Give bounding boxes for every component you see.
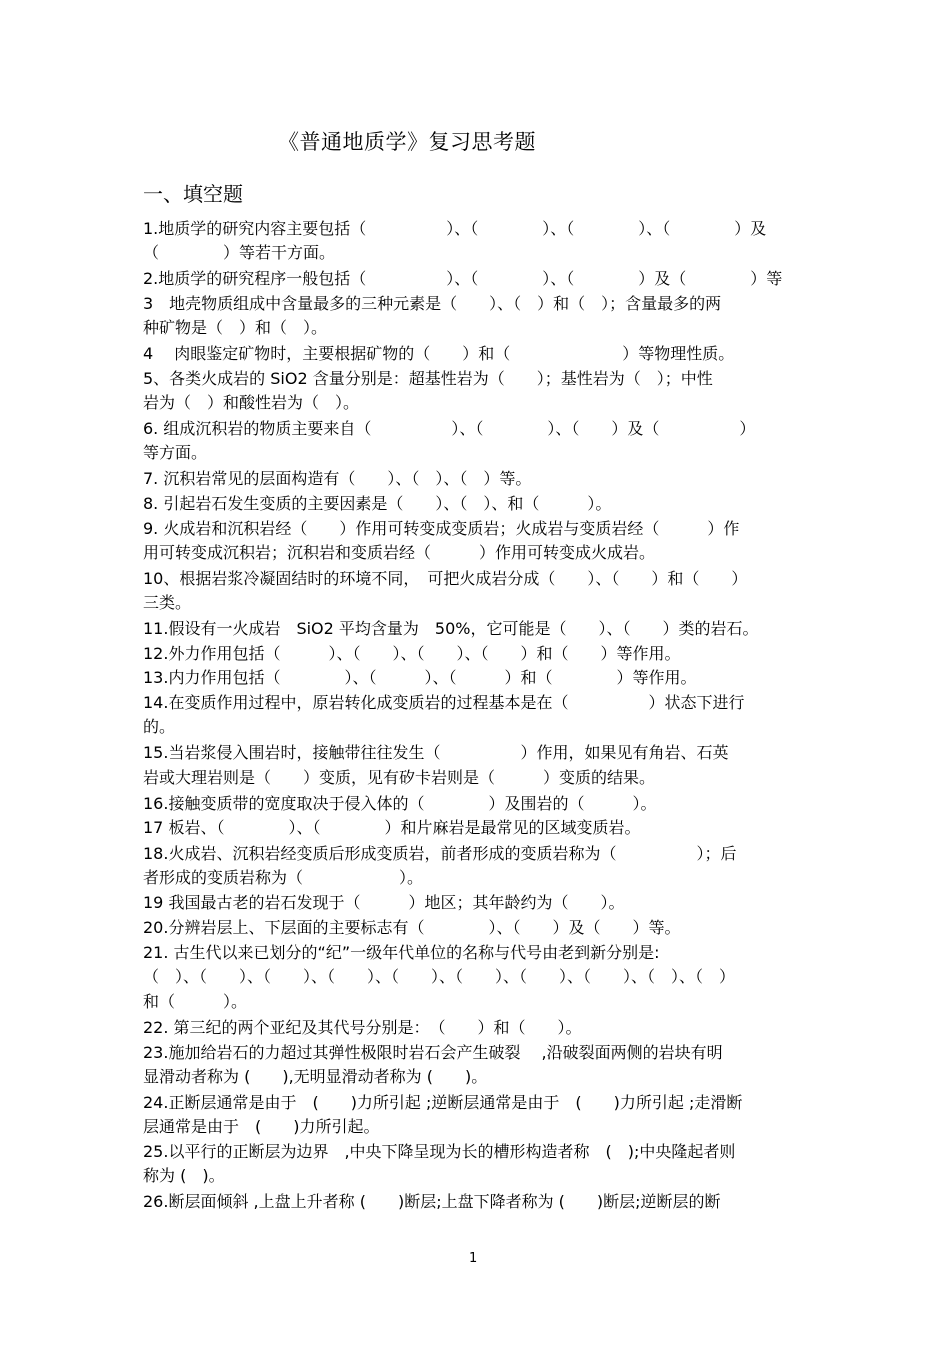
page-title: 《普通地质学》复习思考题 <box>278 130 536 154</box>
text-line: 岩为（ ）和酸性岩为（ ）。 <box>143 393 360 412</box>
text-line: 23.施加给岩石的力超过其弹性极限时岩石会产生破裂 ,沿破裂面两侧的岩块有明 <box>143 1043 723 1062</box>
text-line: 用可转变成沉积岩；沉积岩和变质岩经（ ）作用可转变成火成岩。 <box>143 543 656 562</box>
text-line: 19 我国最古老的岩石发现于（ ）地区；其年龄约为（ ）。 <box>143 893 625 912</box>
text-line: 层通常是由于 ( )力所引起。 <box>143 1117 380 1136</box>
text-line: （ ）、（ ）、（ ）、（ ）、（ ）、（ ）、（ ）、（ ）、（ ）、（ ） <box>143 967 736 986</box>
text-line: 6. 组成沉积岩的物质主要来自（ ）、（ ）、（ ）及（ ） <box>143 419 756 438</box>
text-line: 17 板岩、（ ）、（ ）和片麻岩是最常见的区域变质岩。 <box>143 818 641 837</box>
page-number: 1 <box>469 1251 478 1266</box>
text-line: 25.以平行的正断层为边界 ,中央下降呈现为长的槽形构造者称 ( );中央隆起者则 <box>143 1142 736 1161</box>
text-line: 24.正断层通常是由于 ( )力所引起 ;逆断层通常是由于 ( )力所引起 ;走滑断 <box>143 1093 743 1112</box>
text-line: 称为 ( )。 <box>143 1166 225 1185</box>
text-line: 10、根据岩浆冷凝固结时的环境不同， 可把火成岩分成（ ）、（ ）和（ ） <box>143 569 748 588</box>
text-line: 岩或大理岩则是（ ）变质，见有矽卡岩则是（ ）变质的结果。 <box>143 768 656 787</box>
text-line: 15.当岩浆侵入围岩时，接触带往往发生（ ）作用，如果见有角岩、石英 <box>143 743 729 762</box>
text-line: 3 地壳物质组成中含量最多的三种元素是（ ）、（ ）和（ ）；含量最多的两 <box>143 294 722 313</box>
text-line: 显滑动者称为 ( ),无明显滑动者称为 ( )。 <box>143 1067 488 1086</box>
text-line: 7. 沉积岩常见的层面构造有（ ）、（ ）、（ ）等。 <box>143 469 532 488</box>
text-line: 12.外力作用包括（ ）、（ ）、（ ）、（ ）和（ ）等作用。 <box>143 644 681 663</box>
text-line: 26.断层面倾斜 ,上盘上升者称 ( )断层;上盘下降者称为 ( )断层;逆断层的断 <box>143 1192 721 1211</box>
text-line: 21. 古生代以来已划分的“纪”一级年代单位的名称与代号由老到新分别是: <box>143 943 660 962</box>
text-line: 9. 火成岩和沉积岩经（ ）作用可转变成变质岩；火成岩与变质岩经（ ）作 <box>143 519 740 538</box>
text-line: 4 肉眼鉴定矿物时，主要根据矿物的（ ）和（ ）等物理性质。 <box>143 344 735 363</box>
text-line: 1.地质学的研究内容主要包括（ ）、（ ）、（ ）、（ ）及 <box>143 219 767 238</box>
text-line: 和（ ）。 <box>143 992 248 1011</box>
text-line: 种矿物是（ ）和（ ）。 <box>143 318 328 337</box>
text-line: 14.在变质作用过程中，原岩转化成变质岩的过程基本是在（ ）状态下进行 <box>143 693 745 712</box>
text-line: 者形成的变质岩称为（ ）。 <box>143 868 424 887</box>
text-line: 11.假设有一火成岩 SiO2 平均含量为 50%，它可能是（ ）、（ ）类的岩石。 <box>143 619 759 638</box>
text-line: 的。 <box>143 717 176 736</box>
text-line: 18.火成岩、沉积岩经变质后形成变质岩，前者形成的变质岩称为（ ）；后 <box>143 844 737 863</box>
section-heading: 一、填空题 <box>143 182 243 206</box>
text-line: 16.接触变质带的宽度取决于侵入体的（ ）及围岩的（ ）。 <box>143 794 657 813</box>
text-line: （ ）等若干方面。 <box>143 243 336 262</box>
text-line: 三类。 <box>143 593 192 612</box>
text-line: 13.内力作用包括（ ）、（ ）、（ ）和（ ）等作用。 <box>143 668 697 687</box>
text-line: 22. 第三纪的两个亚纪及其代号分别是： （ ）和（ ）。 <box>143 1018 582 1037</box>
text-line: 等方面。 <box>143 443 208 462</box>
text-line: 2.地质学的研究程序一般包括（ ）、（ ）、（ ）及（ ）等 <box>143 269 783 288</box>
text-line: 5、各类火成岩的 SiO2 含量分别是：超基性岩为（ ）；基性岩为（ ）；中性 <box>143 369 713 388</box>
text-line: 20.分辨岩层上、下层面的主要标志有（ ）、（ ）及（ ）等。 <box>143 918 681 937</box>
text-line: 8. 引起岩石发生变质的主要因素是（ ）、（ ）、和（ ）。 <box>143 494 612 513</box>
